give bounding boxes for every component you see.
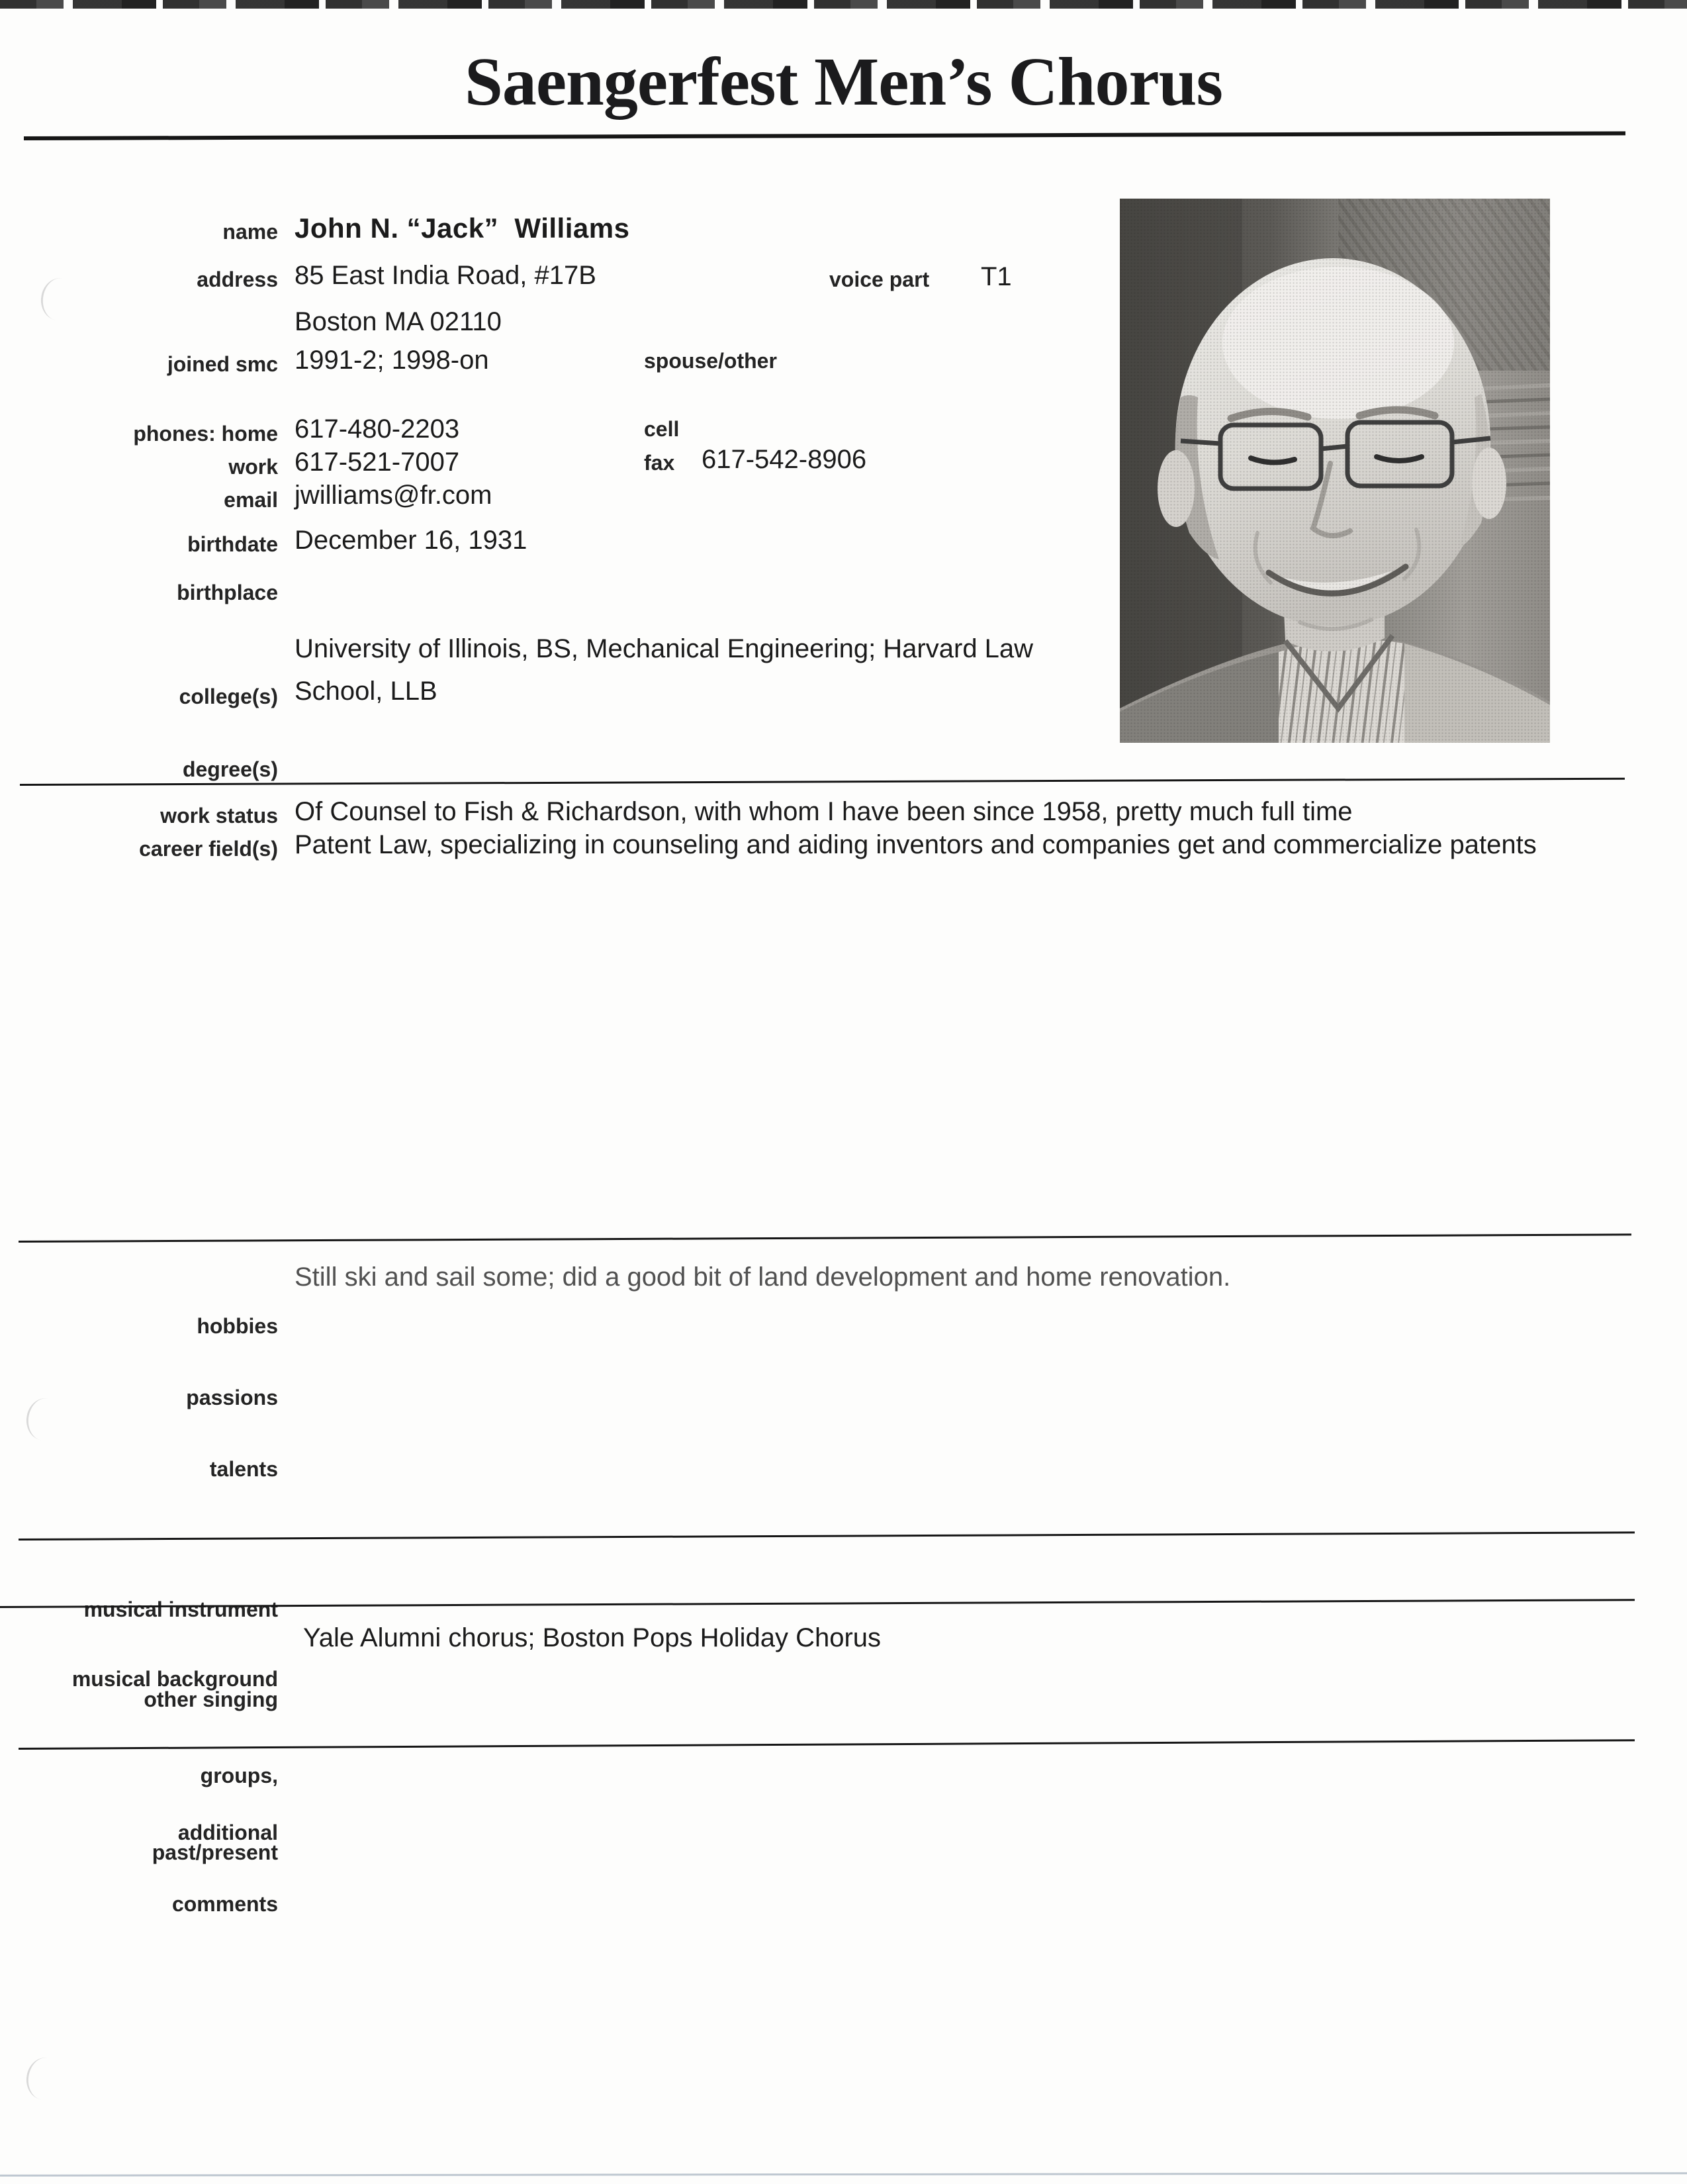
voice-part-label: voice part bbox=[829, 267, 930, 291]
phones-home-label: phones: home bbox=[133, 422, 278, 446]
additional-comments-label bbox=[40, 1773, 278, 1964]
career-fields-value: Patent Law, specializing in counseling and aiding inventors and companies get and commercialize patents bbox=[295, 830, 1537, 859]
hobbies-label-line2: passions bbox=[186, 1386, 278, 1409]
work-status-label: work status bbox=[160, 804, 278, 828]
spouse-other-label: spouse/other bbox=[644, 349, 777, 373]
title-rule bbox=[24, 131, 1625, 140]
career-fields-label: career field(s) bbox=[139, 837, 278, 861]
joined-smc-label: joined smc bbox=[167, 352, 278, 376]
voice-part-value: T1 bbox=[981, 262, 1012, 291]
additional-comments-label-line1: additional bbox=[177, 1821, 278, 1844]
email-label: email bbox=[224, 488, 278, 512]
member-photo bbox=[1120, 199, 1550, 743]
section-divider bbox=[19, 1531, 1635, 1541]
scan-edge-artifact bbox=[0, 0, 1687, 9]
hobbies-value: Still ski and sail some; did a good bit of land development and home renovation. bbox=[295, 1262, 1231, 1292]
phone-home-value: 617-480-2203 bbox=[295, 414, 460, 444]
birthdate-value: December 16, 1931 bbox=[295, 526, 527, 555]
other-groups-label-line3: past/present bbox=[152, 1840, 278, 1864]
college-degree-label bbox=[40, 636, 278, 830]
college-label-line2: degree(s) bbox=[182, 757, 278, 781]
email-value: jwilliams@fr.com bbox=[295, 481, 492, 510]
other-groups-label-line1: other singing bbox=[144, 1687, 278, 1711]
additional-comments-label-line2: comments bbox=[171, 1892, 278, 1916]
fax-label: fax bbox=[644, 451, 675, 475]
phone-work-value: 617-521-7007 bbox=[295, 448, 460, 477]
other-groups-value: Yale Alumni chorus; Boston Pops Holiday Chorus bbox=[303, 1623, 882, 1652]
college-label-line1: college(s) bbox=[179, 684, 278, 708]
hobbies-label-line1: hobbies bbox=[197, 1314, 278, 1338]
name-label: name bbox=[222, 220, 278, 244]
birthdate-label: birthdate bbox=[187, 532, 278, 556]
portrait-photo-graphic bbox=[1120, 199, 1550, 743]
page-bottom-rule bbox=[0, 2172, 1687, 2177]
section-divider bbox=[19, 1233, 1631, 1243]
college-degree-value: University of Illinois, BS, Mechanical Engineering; Harvard Law School, LLB bbox=[295, 634, 1041, 706]
other-groups-label-line2: groups, bbox=[200, 1764, 278, 1788]
phone-work-label: work bbox=[228, 455, 278, 479]
hobbies-label-line3: talents bbox=[209, 1457, 278, 1481]
birthplace-label: birthplace bbox=[177, 581, 278, 604]
name-value: John N. “Jack” Williams bbox=[295, 213, 630, 244]
address-label: address bbox=[197, 267, 278, 291]
joined-smc-value: 1991-2; 1998-on bbox=[295, 346, 489, 375]
address-line1: 85 East India Road, #17B bbox=[295, 261, 596, 290]
fax-value: 617-542-8906 bbox=[702, 445, 867, 474]
address-line2: Boston MA 02110 bbox=[295, 307, 502, 336]
cell-label: cell bbox=[644, 417, 680, 441]
work-status-value: Of Counsel to Fish & Richardson, with whom I have been since 1958, pretty much full time bbox=[295, 797, 1353, 826]
musical-background-label: musical background bbox=[71, 1667, 278, 1691]
musical-instrument-label: musical instrument bbox=[83, 1597, 278, 1621]
scan-artifact bbox=[24, 2055, 66, 2102]
page-title: Saengerfest Men’s Chorus bbox=[465, 44, 1222, 120]
hobbies-label bbox=[40, 1266, 278, 1529]
